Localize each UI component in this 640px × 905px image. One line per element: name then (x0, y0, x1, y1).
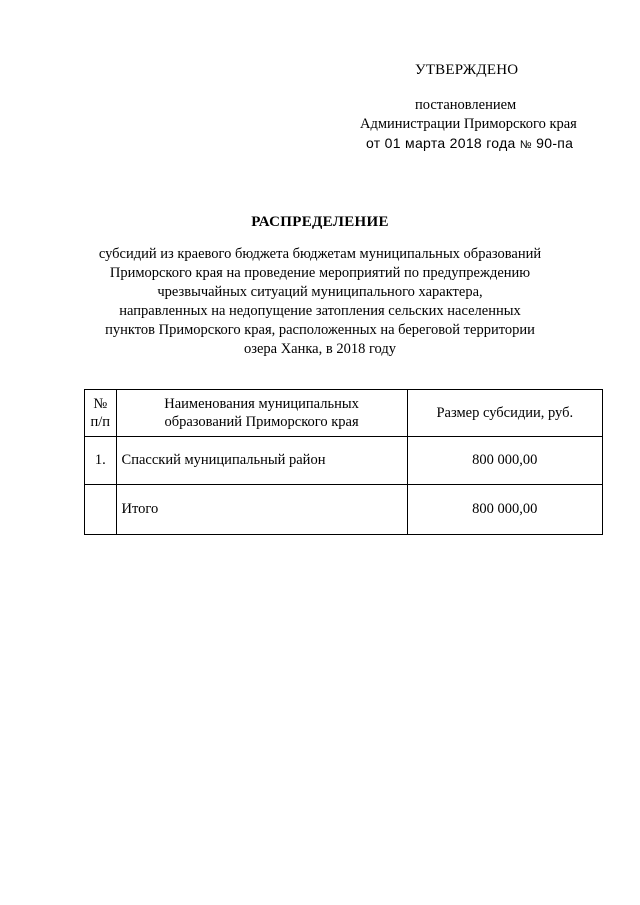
approval-line-administration: Администрации Приморского края (360, 116, 577, 132)
approval-title: УТВЕРЖДЕНО (415, 62, 519, 78)
header-sum-cell: Размер субсидии, руб. (407, 390, 602, 437)
subtitle-line: озера Ханка, в 2018 году (243, 341, 397, 357)
header-number-sign: № (93, 396, 108, 412)
approval-number: 90-па (536, 135, 574, 151)
row-subsidy-amount: 800 000,00 (407, 437, 602, 485)
total-number (85, 485, 117, 535)
table-header-row (85, 390, 603, 437)
approval-line-resolution: постановлением (415, 97, 517, 113)
document-title: РАСПРЕДЕЛЕНИЕ (251, 214, 389, 230)
row-municipality: Спасский муниципальный район (116, 437, 407, 485)
table-row (85, 437, 603, 485)
header-number-abbrev: п/п (90, 414, 111, 430)
header-number-cell (85, 390, 117, 437)
header-name-cell (116, 390, 407, 437)
table-total-row (85, 485, 603, 535)
approval-line-date-number (366, 135, 573, 151)
number-sign: № (519, 139, 532, 151)
row-number: 1. (85, 437, 117, 485)
subtitle-line: направленных на недопущение затопления сельских населенных (119, 303, 521, 319)
subtitle-line: пунктов Приморского края, расположенных на береговой территории (105, 322, 535, 338)
header-name-line: Наименования муниципальных (164, 396, 359, 412)
header-name-line: образований Приморского края (164, 414, 359, 430)
total-label: Итого (116, 485, 407, 535)
document-subtitle (60, 245, 580, 359)
subtitle-line: Приморского края на проведение мероприятий по предупреждению (109, 265, 531, 281)
distribution-table (84, 389, 603, 535)
subtitle-line: чрезвычайных ситуаций муниципального характера, (157, 284, 483, 300)
total-amount: 800 000,00 (407, 485, 602, 535)
approval-date: от 01 марта 2018 года (366, 135, 516, 151)
subtitle-line: субсидий из краевого бюджета бюджетам муниципальных образований (98, 246, 542, 262)
